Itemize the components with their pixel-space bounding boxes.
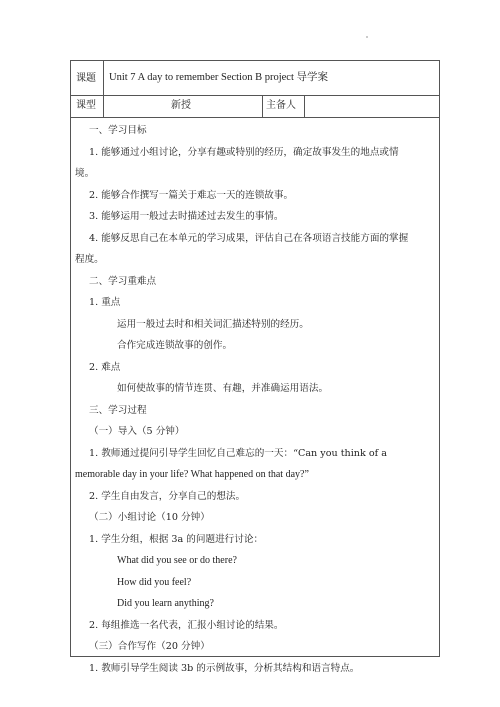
discussion-question: How did you feel? <box>117 577 192 588</box>
topic-value: Unit 7 A day to remember Section B project 导学案 <box>109 72 329 83</box>
objective-item: 1. 能够通过小组讨论，分享有趣或特别的经历，确定故事发生的地点或情 <box>89 147 399 158</box>
difficulty-item: 如何使故事的情节连贯、有趣，并准确运用语法。 <box>117 383 329 394</box>
step-item: 1. 教师通过提问引导学生回忆自己难忘的一天：“Can you think of a <box>89 448 387 459</box>
lesson-content <box>71 118 439 674</box>
lesson-type-value: 新授 <box>171 100 191 111</box>
section-heading-process: 三、学习过程 <box>89 405 147 416</box>
step-item: 1. 教师引导学生阅读 3b 的示例故事，分析其结构和语言特点。 <box>89 663 360 674</box>
topic-label: 课题 <box>76 73 96 84</box>
step-item: 1. 学生分组，根据 3a 的问题进行讨论： <box>89 534 264 545</box>
preparer-label: 主备人 <box>266 100 296 111</box>
step-item-continuation: memorable day in your life? What happened on that day?” <box>75 469 309 480</box>
section-heading-objectives: 一、学习目标 <box>89 125 147 136</box>
objective-item: 2. 能够合作撰写一篇关于难忘一天的连锁故事。 <box>89 190 294 201</box>
section-heading-key-points: 二、学习重难点 <box>89 276 157 287</box>
subheading-difficulty: 2. 难点 <box>89 362 121 373</box>
scan-speck <box>366 36 368 38</box>
lesson-plan-table <box>70 60 440 674</box>
step-heading-writing: （三）合作写作（20 分钟） <box>89 641 210 652</box>
subheading-focus: 1. 重点 <box>89 297 121 308</box>
col-divider-preparer <box>304 96 305 117</box>
objective-item-continuation: 程度。 <box>75 254 104 265</box>
col-divider-label <box>103 61 104 117</box>
focus-item: 运用一般过去时和相关词汇描述特别的经历。 <box>117 319 309 330</box>
lesson-type-label: 课型 <box>76 100 96 111</box>
focus-item: 合作完成连锁故事的创作。 <box>117 340 233 351</box>
step-heading-discussion: （二）小组讨论（10 分钟） <box>89 512 210 523</box>
objective-item: 3. 能够运用一般过去时描述过去发生的事情。 <box>89 211 284 222</box>
objective-item-continuation: 境。 <box>75 168 95 179</box>
discussion-question: Did you learn anything? <box>117 598 214 609</box>
step-item: 2. 每组推选一名代表，汇报小组讨论的结果。 <box>89 620 284 631</box>
objective-item: 4. 能够反思自己在本单元的学习成果，评估自己在各项语言技能方面的掌握 <box>89 233 409 244</box>
row-divider-1 <box>71 95 439 96</box>
col-divider-type <box>262 96 263 117</box>
discussion-question: What did you see or do there? <box>117 555 237 566</box>
step-item: 2. 学生自由发言，分享自己的想法。 <box>89 491 246 502</box>
step-heading-intro: （一）导入（5 分钟） <box>89 426 185 437</box>
